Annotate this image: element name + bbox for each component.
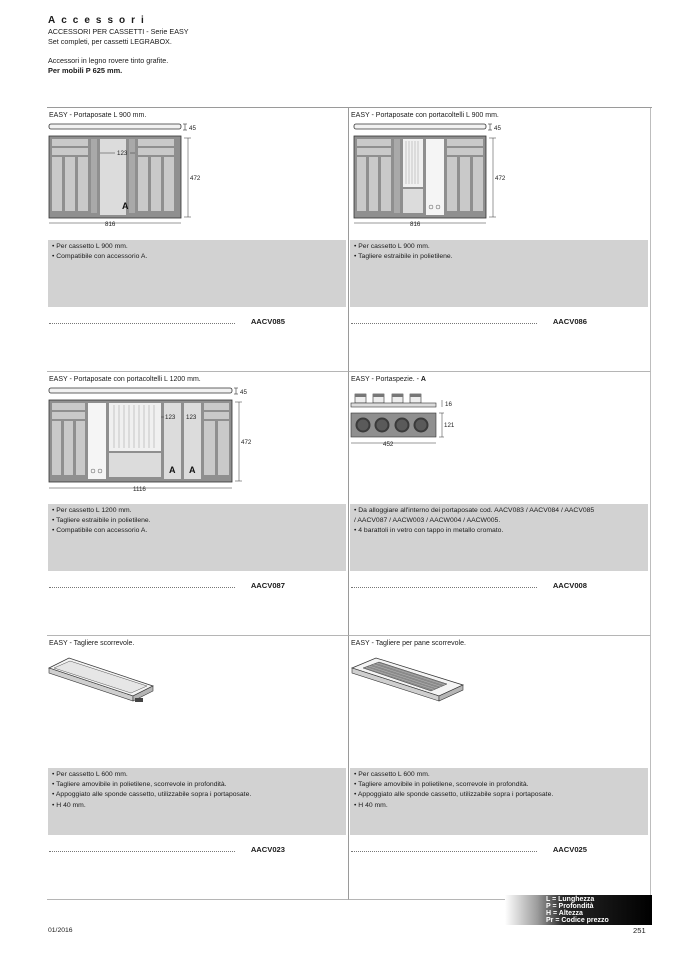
- code-row: [49, 581, 285, 593]
- bullet-line: • Tagliere estraibile in polietilene.: [354, 253, 453, 261]
- dim-width-label: 1116: [133, 486, 146, 493]
- bullet-line: • Per cassetto L 600 mm.: [354, 771, 430, 778]
- product-drawing: [47, 120, 349, 238]
- abbreviation-legend: [505, 895, 652, 925]
- section-subtitle: ACCESSORI PER CASSETTI - Serie EASY: [48, 27, 189, 36]
- product-drawing: [47, 384, 349, 502]
- section-line-4: Per mobili P 625 mm.: [48, 65, 123, 75]
- page-number: 251: [633, 926, 646, 935]
- code-row: [49, 845, 285, 857]
- product-code: AACV023: [250, 845, 285, 854]
- bullet-line: • Per cassetto L 1200 mm.: [52, 507, 132, 514]
- bullet-line: • H 40 mm.: [52, 801, 86, 809]
- product-title: EASY - Portaposate con portacoltelli L 1200 mm.: [49, 376, 201, 383]
- product-drawing: [47, 648, 349, 766]
- product-cell-aacv008: [349, 372, 651, 636]
- dotted-leader: [351, 323, 537, 324]
- product-code: AACV008: [552, 581, 587, 590]
- product-code: AACV087: [250, 581, 285, 590]
- bullet-line: • Per cassetto L 900 mm.: [354, 243, 430, 250]
- dim-depth-label: 472: [241, 439, 252, 446]
- bullet-line: • Compatibile con accessorio A.: [52, 527, 148, 535]
- bullet-line: • Per cassetto L 900 mm.: [52, 243, 128, 250]
- product-grid: [47, 107, 652, 894]
- product-title: EASY - Tagliere scorrevole.: [49, 640, 135, 647]
- bullet-line: • Compatibile con accessorio A.: [52, 253, 148, 261]
- product-title: EASY - Portaposate L 900 mm.: [49, 112, 147, 119]
- footer-date: 01/2016: [48, 927, 73, 934]
- accessory-a-marker: A: [122, 201, 129, 211]
- legend-item: Pr = Codice prezzo: [546, 917, 609, 924]
- dim-width-label: 816: [105, 221, 116, 228]
- product-drawing: [349, 384, 651, 502]
- bullet-line: • Appoggiato alle sponde cassetto, utilizzabile sopra i portaposate.: [52, 791, 252, 799]
- code-row: [49, 317, 285, 329]
- code-row: [351, 581, 587, 593]
- dotted-leader: [49, 323, 235, 324]
- dim-inner-2-label: 123: [186, 414, 197, 421]
- product-code: AACV025: [552, 845, 587, 854]
- product-title: EASY - Tagliere per pane scorrevole.: [351, 640, 466, 647]
- legend-item: P = Profondità: [546, 903, 594, 910]
- product-code: AACV086: [552, 317, 587, 326]
- bullet-line: • Da alloggiare all'interno dei portaposate cod. AACV083 / AACV084 / AACV085: [354, 507, 595, 514]
- dim-depth-label: 472: [495, 175, 506, 182]
- dim-depth-label: 472: [190, 175, 201, 182]
- dim-depth-label: 121: [444, 422, 455, 429]
- product-drawing: [349, 120, 651, 238]
- product-cell-aacv086: [349, 108, 651, 372]
- bullet-line: • Per cassetto L 600 mm.: [52, 771, 128, 778]
- dotted-leader: [49, 851, 235, 852]
- bullet-line: • Tagliere estraibile in polietilene.: [52, 517, 151, 525]
- code-row: [351, 845, 587, 857]
- bullet-line: • Tagliere amovibile in polietilene, scorrevole in profondità.: [354, 781, 529, 789]
- product-title: EASY - Portaspezie. - A: [351, 376, 426, 383]
- section-title: Accessori: [48, 15, 150, 26]
- dim-width-label: 452: [383, 441, 394, 448]
- product-cell-aacv085: [47, 108, 349, 372]
- product-title: EASY - Portaposate con portacoltelli L 900 mm.: [351, 112, 499, 119]
- code-row: [351, 317, 587, 329]
- product-description: [48, 240, 346, 307]
- accessory-a-marker: A: [189, 465, 196, 475]
- dotted-leader: [49, 587, 235, 588]
- dotted-leader: [351, 851, 537, 852]
- section-line-3: Accessori in legno rovere tinto grafite.: [48, 56, 169, 65]
- bullet-line: • H 40 mm.: [354, 801, 388, 809]
- dim-height-label: 45: [240, 389, 247, 396]
- dim-height-label: 45: [189, 125, 196, 132]
- dim-width-label: 816: [410, 221, 421, 228]
- product-cell-aacv023: [47, 636, 349, 900]
- accessory-a-marker: A: [169, 465, 176, 475]
- bullet-line: • 4 barattoli in vetro con tappo in metallo cromato.: [354, 527, 504, 535]
- page-header: [48, 15, 568, 75]
- bullet-line: / AACV087 / AACW003 / AACW004 / AACW005.: [354, 517, 501, 525]
- dim-height-label: 16: [445, 401, 452, 408]
- dim-inner-1-label: 123: [165, 414, 176, 421]
- bullet-line: • Tagliere amovibile in polietilene, scorrevole in profondità.: [52, 781, 227, 789]
- product-code: AACV085: [250, 317, 285, 326]
- bullet-line: • Appoggiato alle sponde cassetto, utilizzabile sopra i portaposate.: [354, 791, 554, 799]
- section-line-2: Set completi, per cassetti LEGRABOX.: [48, 36, 172, 46]
- product-description: [350, 768, 648, 835]
- product-cell-aacv087: [47, 372, 349, 636]
- product-description: [48, 768, 346, 835]
- product-description: [48, 504, 346, 571]
- title-marker: A: [420, 376, 426, 383]
- product-cell-aacv025: [349, 636, 651, 900]
- product-description: [350, 240, 648, 307]
- product-drawing: [349, 648, 651, 766]
- dim-height-label: 45: [494, 125, 501, 132]
- dotted-leader: [351, 587, 537, 588]
- product-description: [350, 504, 648, 571]
- legend-item: H = Altezza: [546, 910, 583, 917]
- legend-item: L = Lunghezza: [546, 896, 595, 903]
- dim-inner-label: 123: [117, 150, 128, 157]
